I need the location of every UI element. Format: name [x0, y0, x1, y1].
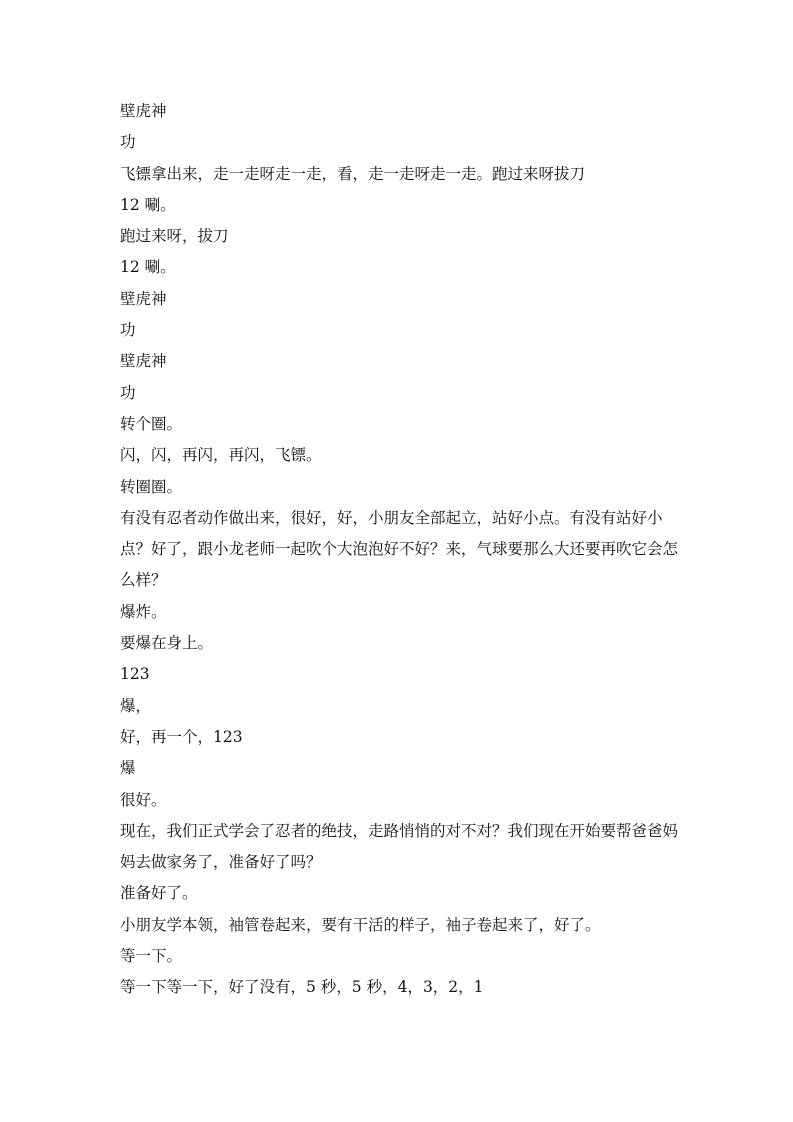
transcript-line: 很好。	[120, 790, 167, 809]
transcript-line: 爆炸。	[120, 602, 167, 621]
transcript-line: 功	[120, 321, 136, 340]
transcript-line: 准备好了。	[120, 884, 198, 903]
transcript-line: 闪，闪，再闪，再闪，飞镖。	[120, 446, 322, 465]
transcript-line: 123	[120, 665, 150, 684]
transcript-line: 跑过来呀，拔刀	[120, 227, 229, 246]
transcript-line: 飞镖拿出来，走一走呀走一走，看，走一走呀走一走。跑过来呀拔刀	[120, 164, 586, 183]
transcript-line: 等一下等一下，好了没有，5 秒，5 秒，4，3，2，1	[120, 978, 484, 997]
transcript-line: 12 唰。	[120, 258, 176, 277]
transcript-line: 转个圈。	[120, 414, 183, 433]
transcript-line: 壁虎神	[120, 352, 167, 371]
transcript-line: 爆，	[120, 696, 152, 715]
transcript-paragraph: 现在，我们正式学会了忍者的绝技，走路悄悄的对不对？我们现在开始要帮爸爸妈妈去做家务了，准备好了吗？	[120, 821, 679, 872]
transcript-line: 小朋友学本领，袖管卷起来，要有干活的样子，袖子卷起来了，好了。	[120, 915, 601, 934]
transcript-line: 功	[120, 133, 136, 152]
transcript-line: 壁虎神	[120, 102, 167, 120]
transcript-line: 转圈圈。	[120, 477, 183, 496]
transcript-paragraph: 有没有忍者动作做出来，很好，好，小朋友全部起立，站好小点。有没有站好小点？好了，跟小龙老师一起吹个大泡泡好不好？来，气球要那么大还要再吹它会怎么样？	[120, 508, 679, 590]
transcript-line: 要爆在身上。	[120, 634, 214, 653]
transcript-line: 爆	[120, 759, 136, 778]
transcript-body	[120, 96, 680, 1004]
transcript-line: 12 唰。	[120, 195, 176, 214]
transcript-line: 等一下。	[120, 947, 183, 966]
transcript-line: 功	[120, 383, 136, 402]
transcript-line: 好，再一个，123	[120, 727, 243, 746]
transcript-line: 壁虎神	[120, 289, 167, 308]
